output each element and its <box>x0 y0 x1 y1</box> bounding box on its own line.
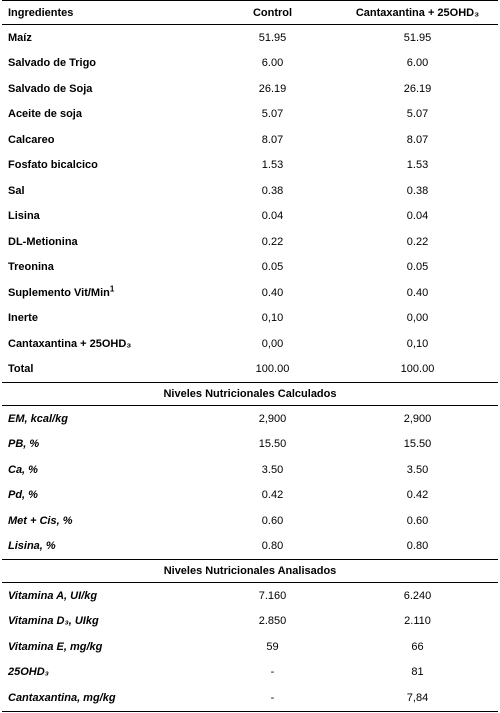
table-row <box>2 432 498 458</box>
nutrient-name: PB, % <box>8 438 40 451</box>
treatment-value: 0.40 <box>406 286 429 299</box>
control-value: 5.07 <box>261 108 284 121</box>
ingredient-name: Sal <box>8 184 25 197</box>
nutrient-name: 25OHD₃ <box>8 666 49 679</box>
nutrient-name: Vitamina A, UI/kg <box>8 589 98 602</box>
ingredient-name: Maíz <box>8 31 32 44</box>
treatment-value: 2.110 <box>404 615 431 628</box>
control-value: 100.00 <box>208 357 337 383</box>
treatment-value: 100.00 <box>337 357 498 383</box>
treatment-value: 0.05 <box>406 261 429 274</box>
treatment-value: 6.240 <box>403 589 432 602</box>
control-value: 7.160 <box>258 589 287 602</box>
table-row <box>2 255 498 281</box>
table-row <box>2 280 498 306</box>
control-value: 0.04 <box>261 210 284 223</box>
treatment-value: 26.19 <box>403 82 432 95</box>
table-row <box>2 583 498 609</box>
control-value: 26.19 <box>258 82 287 95</box>
control-value: 8.07 <box>261 133 284 146</box>
treatment-value: 3.50 <box>406 463 429 476</box>
table-row <box>2 204 498 230</box>
table-row <box>2 178 498 204</box>
ingredient-name: Salvado de Soja <box>8 82 93 95</box>
table-row <box>2 406 498 432</box>
ingredient-name-text: Suplemento Vit/Min <box>8 286 110 299</box>
control-value: 0.40 <box>261 286 284 299</box>
table-row <box>2 660 498 686</box>
total-row <box>2 357 498 383</box>
control-value: 0,00 <box>261 337 284 350</box>
table-row <box>2 51 498 77</box>
header-treatment: Cantaxantina + 25OHD₃ <box>337 1 498 25</box>
control-value: 2,900 <box>258 412 287 425</box>
treatment-value: 1.53 <box>406 159 429 172</box>
nutrient-name: EM, kcal/kg <box>8 412 68 425</box>
footnote-marker: 1 <box>109 284 115 294</box>
ingredient-name: Calcareo <box>8 133 55 146</box>
table-row <box>2 76 498 102</box>
treatment-value: 0.60 <box>406 514 429 527</box>
table-row <box>2 25 498 51</box>
table-row <box>2 508 498 534</box>
section-title: Niveles Nutricionales Calculados <box>2 383 498 406</box>
ingredient-name: Cantaxantina + 25OHD₃ <box>8 337 132 350</box>
control-value: 1.53 <box>261 159 284 172</box>
treatment-value: 66 <box>411 640 424 653</box>
ingredient-name: Salvado de Trigo <box>8 57 97 70</box>
table-row <box>2 685 498 711</box>
nutrient-name: Cantaxantina, mg/kg <box>2 685 208 711</box>
treatment-value: 6.00 <box>406 57 429 70</box>
nutrient-name: Vitamina D₃, UIkg <box>8 615 99 628</box>
treatment-value: 7,84 <box>337 685 498 711</box>
treatment-value: 0.42 <box>406 489 429 502</box>
control-value: 0.80 <box>208 534 337 560</box>
diet-composition-table <box>2 0 498 712</box>
treatment-value: 0.80 <box>337 534 498 560</box>
header-row <box>2 1 498 25</box>
treatment-value: 5.07 <box>406 108 429 121</box>
table-row <box>2 229 498 255</box>
ingredient-name: Fosfato bicalcico <box>8 159 98 172</box>
table-row <box>2 102 498 128</box>
table-row <box>2 483 498 509</box>
control-value: 0.60 <box>261 514 284 527</box>
table-row <box>2 457 498 483</box>
table-row <box>2 127 498 153</box>
nutrient-name: Vitamina E, mg/kg <box>8 640 103 653</box>
control-value: 15.50 <box>258 438 287 451</box>
ingredient-name: Aceite de soja <box>8 108 82 121</box>
ingredient-name: Total <box>2 357 208 383</box>
treatment-value: 0,00 <box>406 312 429 325</box>
treatment-value: 51.95 <box>403 31 432 44</box>
section-title: Niveles Nutricionales Analisados <box>2 560 498 583</box>
header-ingredients: Ingredientes <box>2 1 208 25</box>
control-value: 0,10 <box>261 312 284 325</box>
nutrient-name: Met + Cis, % <box>8 514 73 527</box>
treatment-value: 0.38 <box>406 184 429 197</box>
ingredient-name: DL-Metionina <box>8 235 78 248</box>
control-value: - <box>270 666 275 679</box>
control-value: 0.42 <box>261 489 284 502</box>
control-value: - <box>208 685 337 711</box>
table-row <box>2 153 498 179</box>
ingredient-name: Inerte <box>8 312 38 325</box>
nutrient-name: Pd, % <box>8 489 38 502</box>
section-header-analyzed <box>2 560 498 583</box>
treatment-value: 15.50 <box>403 438 432 451</box>
treatment-value: 0.22 <box>406 235 429 248</box>
treatment-value: 2,900 <box>403 412 432 425</box>
table-row <box>2 306 498 332</box>
treatment-value: 0,10 <box>406 337 429 350</box>
ingredient-name: Lisina <box>8 210 40 223</box>
table-row <box>2 634 498 660</box>
nutrient-name: Ca, % <box>8 463 38 476</box>
table-row <box>2 609 498 635</box>
control-value: 3.50 <box>261 463 284 476</box>
treatment-value: 0.04 <box>406 210 429 223</box>
control-value: 59 <box>266 640 279 653</box>
nutrient-name: Lisina, % <box>2 534 208 560</box>
control-value: 0.22 <box>261 235 284 248</box>
section-header-calculated <box>2 383 498 406</box>
treatment-value: 81 <box>411 666 424 679</box>
control-value: 0.38 <box>261 184 284 197</box>
control-value: 6.00 <box>261 57 284 70</box>
table-row <box>2 331 498 357</box>
treatment-value: 8.07 <box>406 133 429 146</box>
table-row <box>2 534 498 560</box>
ingredient-name: Treonina <box>8 261 54 274</box>
control-value: 51.95 <box>258 31 287 44</box>
header-control: Control <box>208 1 337 25</box>
ingredient-name <box>2 280 208 306</box>
control-value: 0.05 <box>261 261 284 274</box>
control-value: 2.850 <box>258 615 287 628</box>
